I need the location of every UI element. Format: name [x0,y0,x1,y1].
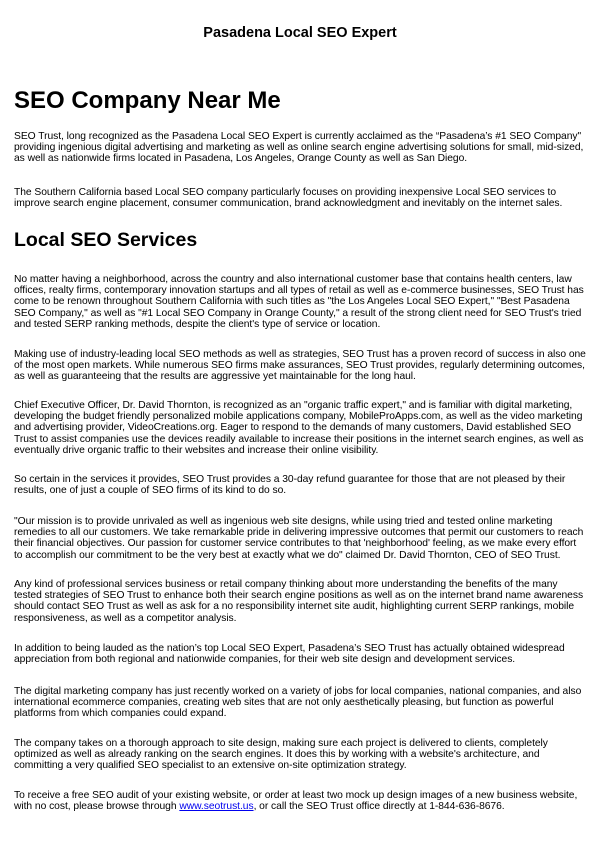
seotrust-link[interactable]: www.seotrust.us [179,801,254,813]
page-title: Pasadena Local SEO Expert [203,25,397,41]
paragraph-mission-quote: "Our mission is to provide unrivaled as well as ingenious web site designs, while using tried and tested online marketing remedies to all our customers. We take remarkable pride in delivering impressive outcomes that permit our customers to reach their financial objectives. Our passion for customer service contributes to that 'neighborhood' feeling, as we make every effort to accomplish our commitment to be the very best at exactly what we do" claimed Dr. David Thornton, CEO of SEO Trust. [14,516,584,561]
closing-text-end: , or call the SEO Trust office directly at 1-844-636-8676. [253,801,505,813]
paragraph-ceo: Chief Executive Officer, Dr. David Thornton, is recognized as an "organic traffic expert," and is familiar with digital marketing, developing the budget friendly personalized mobile applications company, MobileProApps.com, as well as the video marketing and advertising provider, VideoCreations.org. Eager to respond to the demands of many customers, David established SEO Trust to assist companies use the devices readily available to increase their positions in the internet search engines, as well as eventually drive organic traffic to their websites and increase their online visibility. [14,400,584,456]
paragraph-refund: So certain in the services it provides, SEO Trust provides a 30-day refund guarantee for those that are not pleased by their results, one of just a couple of SEO firms of its kind to do so. [14,474,566,497]
paragraph-methods: Making use of industry-leading local SEO methods as well as strategies, SEO Trust has a proven record of success in also one of the most open markets. While numerous SEO firms make assurances, SEO Trust provides, regularly determining outcomes, as well as guaranteeing that the results are aggressive yet maintainable for the long haul. [14,349,586,383]
paragraph-audit-offer: Any kind of professional services business or retail company thinking about more understanding the benefits of the many tested strategies of SEO Trust to enhance both their search engine positions as well as on the internet brand name awareness should contact SEO Trust as well as ask for a no responsibility internet site audit, highlighting current SERP rankings, mobile responsiveness, as well as a competitor analysis. [14,579,584,624]
paragraph-intro: SEO Trust, long recognized as the Pasadena Local SEO Expert is currently acclaimed as the “Pasadena’s #1 SEO Company" providing ingenious digital advertising and marketing as well as online search engine advertising solutions for small, mid-sized, as well as nationwide firms located in Pasadena, Los Angeles, Orange County as well as San Diego. [14,131,584,165]
paragraph-closing [14,790,586,812]
closing-text-start: To receive a free SEO audit of your existing website, or order at least two mock up design images of a new business website, with no cost, please browse through [14,790,578,813]
paragraph-digital-marketing: The digital marketing company has just recently worked on a variety of jobs for local companies, national companies, and also international ecommerce companies, creating web sites that are not only aesthetically pleasing, but function as powerful platforms from which companies could expand. [14,686,582,720]
paragraph-site-design: The company takes on a thorough approach to site design, making sure each project is delivered to clients, completely optimized as well as already ranking on the search engines. It does this by working with a website's architecture, and committing a very qualified SEO specialist to an extensive on-site optimization strategy. [14,738,548,772]
paragraph-customer-base: No matter having a neighborhood, across the country and also international customer base that contains health centers, law offices, realty firms, contemporary innovation startups and all types of retail as well as e-commerce businesses, SEO Trust has come to be renown throughout Southern California with such titles as "the Los Angeles Local SEO Expert," "Best Pasadena SEO Company," as well as "#1 Local SEO Company in Orange County," a result of the strong client need for SEO Trust's tried and tested SERP ranking methods, despite the client's type of service or location. [14,274,584,330]
heading-local-seo-services: Local SEO Services [14,229,198,251]
heading-seo-company: SEO Company Near Me [14,87,281,114]
paragraph-appreciation: In addition to being lauded as the nation’s top Local SEO Expert, Pasadena’s SEO Trust has actually obtained widespread appreciation from both regional and nationwide companies, for their web site design and development services. [14,643,565,666]
paragraph-socal: The Southern California based Local SEO company particularly focuses on providing inexpensive Local SEO services to improve search engine placement, consumer communication, brand acknowledgment and inevitably on the internet sales. [14,187,563,210]
